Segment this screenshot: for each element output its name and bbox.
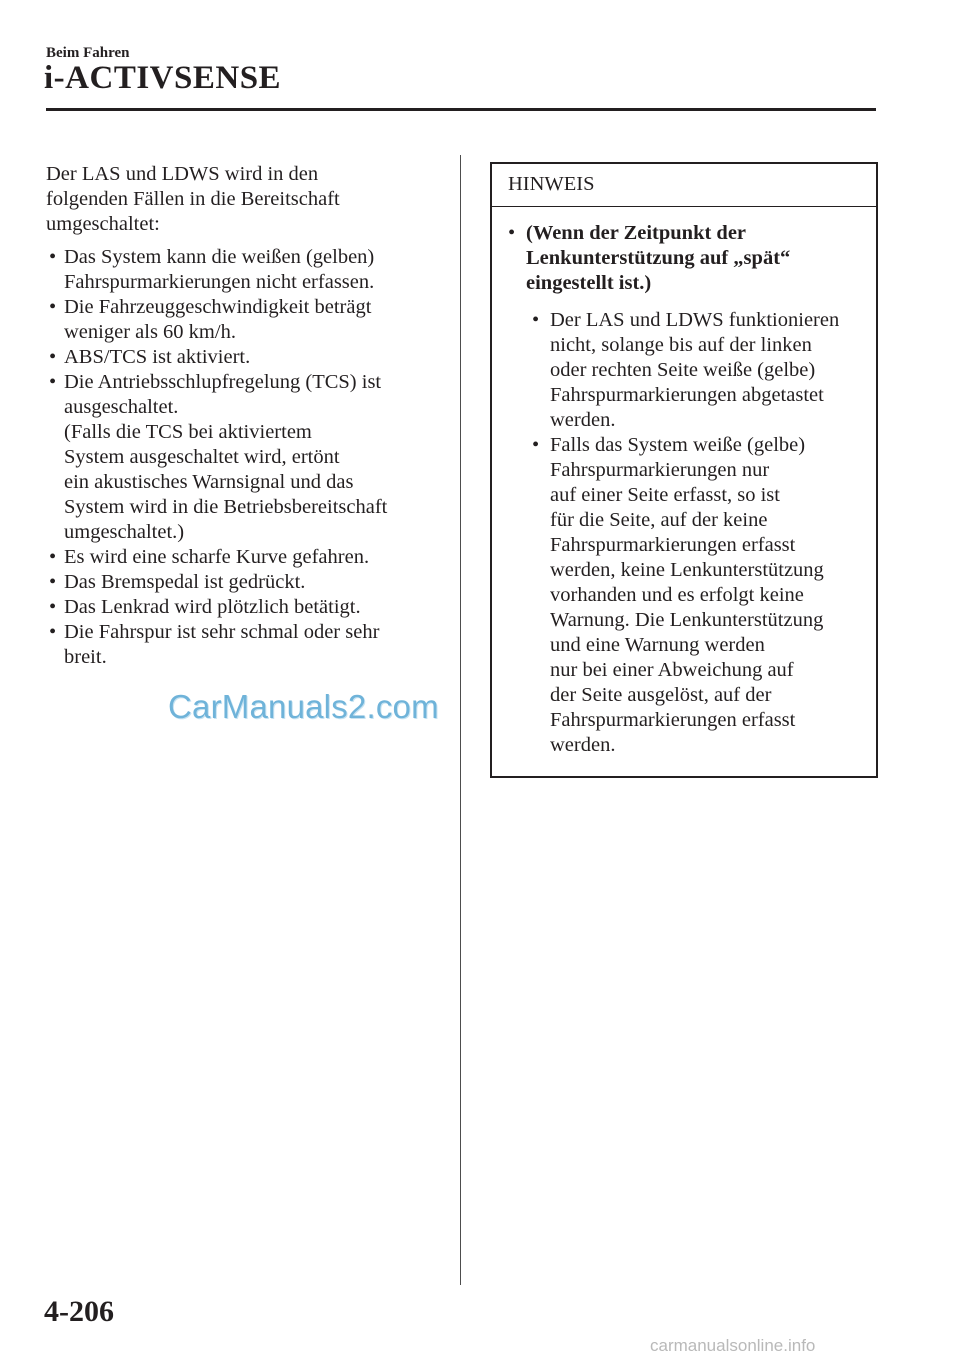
note-main-bullet: [508, 221, 876, 296]
condition-item-line: umgeschaltet.): [64, 521, 185, 543]
condition-item-line: ein akustisches Warnsignal und das: [64, 471, 354, 493]
condition-item: [46, 620, 446, 670]
bullet-icon: •: [49, 571, 57, 593]
condition-item-line: System wird in die Betriebsbereitschaft: [64, 496, 388, 518]
intro-line: [46, 212, 446, 237]
bullet-icon: •: [508, 222, 516, 244]
note-main-line: Lenkunterstützung auf „spät“: [526, 247, 791, 269]
left-column: [46, 162, 446, 670]
condition-item-line: Das Bremspedal ist gedrückt.: [64, 571, 306, 593]
condition-item-line: ausgeschaltet.: [64, 396, 179, 418]
note-sub-item-line: Fahrspurmarkierungen erfasst: [550, 709, 796, 731]
condition-item: [46, 595, 446, 620]
condition-item-line: Die Antriebsschlupfregelung (TCS) ist: [64, 371, 382, 393]
condition-item-line: ABS/TCS ist aktiviert.: [64, 346, 251, 368]
note-sub-item-line: nicht, solange bis auf der linken: [550, 334, 812, 356]
condition-item-line: Die Fahrspur ist sehr schmal oder sehr: [64, 621, 380, 643]
condition-item: [46, 295, 446, 345]
condition-item-line: (Falls die TCS bei aktiviertem: [64, 421, 312, 443]
condition-item-line: Das System kann die weißen (gelben): [64, 246, 375, 268]
bullet-icon: •: [49, 346, 57, 368]
intro-line-3: umgeschaltet:: [46, 213, 160, 235]
note-box: [490, 162, 878, 778]
note-sub-item-line: Fahrspurmarkierungen abgetastet: [550, 384, 824, 406]
bullet-icon: •: [49, 246, 57, 268]
note-sub-item-line: und eine Warnung werden: [550, 634, 765, 656]
condition-item: [46, 570, 446, 595]
note-sub-item-line: oder rechten Seite weiße (gelbe): [550, 359, 816, 381]
note-main-line: (Wenn der Zeitpunkt der: [526, 222, 747, 244]
condition-item-line: weniger als 60 km/h.: [64, 321, 236, 343]
footer-site: carmanualsonline.info: [650, 1336, 816, 1355]
condition-item-line: Fahrspurmarkierungen nicht erfassen.: [64, 271, 375, 293]
intro-line-1: Der LAS und LDWS wird in den: [46, 163, 319, 185]
note-sub-item-line: der Seite ausgelöst, auf der: [550, 684, 772, 706]
bullet-icon: •: [49, 621, 57, 643]
note-body: [492, 207, 876, 758]
condition-item-line: System ausgeschaltet wird, ertönt: [64, 446, 340, 468]
bullet-icon: •: [532, 309, 540, 331]
intro-line: [46, 162, 446, 187]
bullet-icon: •: [49, 546, 57, 568]
bullet-icon: •: [49, 596, 57, 618]
note-sub-item-line: nur bei einer Abweichung auf: [550, 659, 794, 681]
note-sub-item-line: für die Seite, auf der keine: [550, 509, 768, 531]
condition-item-line: Das Lenkrad wird plötzlich betätigt.: [64, 596, 361, 618]
condition-item: [46, 345, 446, 370]
condition-item: [46, 245, 446, 295]
note-sub-item-line: vorhanden und es erfolgt keine: [550, 584, 804, 606]
condition-item: [46, 370, 446, 545]
note-sub-item-line: Der LAS und LDWS funktionieren: [550, 309, 840, 331]
condition-item-line: breit.: [64, 646, 107, 668]
column-divider: [460, 155, 461, 1285]
note-sub-item-line: Warnung. Die Lenkunterstützung: [550, 609, 824, 631]
chapter-title: i-ACTIVSENSE: [44, 60, 282, 96]
header-rule: [46, 108, 876, 111]
note-sub-item-line: werden.: [550, 734, 616, 756]
note-sub-item-line: werden, keine Lenkunterstützung: [550, 559, 824, 581]
note-heading: HINWEIS: [508, 173, 595, 195]
condition-item-line: Es wird eine scharfe Kurve gefahren.: [64, 546, 370, 568]
bullet-icon: •: [49, 371, 57, 393]
watermark-logo: CarManuals2.com: [168, 688, 439, 725]
note-sub-item-line: Fahrspurmarkierungen nur: [550, 459, 770, 481]
note-sub-item-line: Fahrspurmarkierungen erfasst: [550, 534, 796, 556]
bullet-icon: •: [532, 434, 540, 456]
note-sub-item: [532, 308, 876, 433]
note-sub-list: [508, 308, 876, 758]
condition-list: [46, 245, 446, 670]
section-label: Beim Fahren: [46, 45, 130, 61]
note-sub-item-line: Falls das System weiße (gelbe): [550, 434, 806, 456]
condition-item-line: Die Fahrzeuggeschwindigkeit beträgt: [64, 296, 372, 318]
note-sub-item: [532, 433, 876, 758]
page-number: 4-206: [44, 1295, 114, 1328]
intro-line-2: folgenden Fällen in die Bereitschaft: [46, 188, 340, 210]
note-sub-item-line: werden.: [550, 409, 616, 431]
intro-line: [46, 187, 446, 212]
intro-paragraph: [46, 162, 446, 237]
bullet-icon: •: [49, 296, 57, 318]
note-main-line: eingestellt ist.): [526, 272, 652, 294]
condition-item: [46, 545, 446, 570]
note-sub-item-line: auf einer Seite erfasst, so ist: [550, 484, 780, 506]
